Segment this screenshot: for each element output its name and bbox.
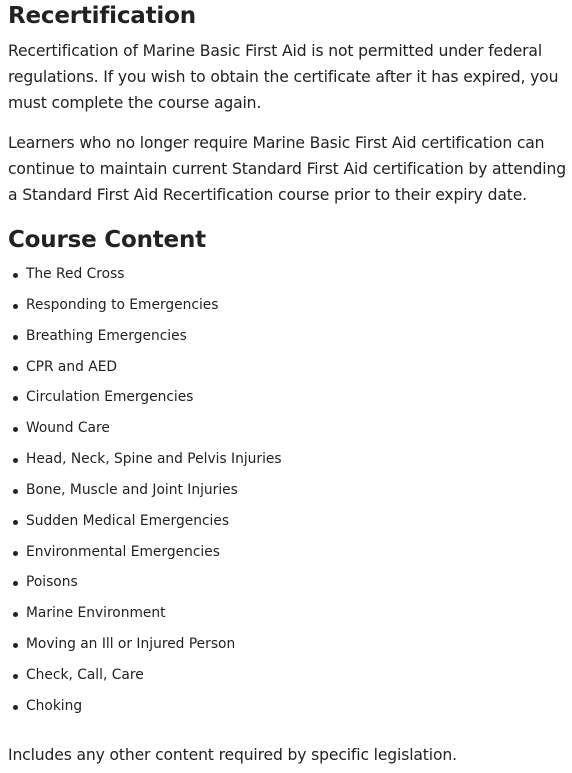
list-item xyxy=(0,632,282,663)
bullet-icon xyxy=(13,551,18,556)
list-item xyxy=(0,262,282,293)
list-item-label: Check, Call, Care xyxy=(26,666,144,683)
bullet-icon xyxy=(13,335,18,340)
list-item xyxy=(0,663,282,694)
bullet-icon xyxy=(13,427,18,432)
list-item-label: Sudden Medical Emergencies xyxy=(26,512,230,529)
list-item-label: Bone, Muscle and Joint Injuries xyxy=(26,481,238,498)
list-item xyxy=(0,540,282,571)
bullet-icon xyxy=(13,520,18,525)
bullet-icon xyxy=(13,643,18,648)
bullet-icon xyxy=(13,304,18,309)
list-item-label: CPR and AED xyxy=(26,358,118,375)
course-content-list xyxy=(0,262,282,725)
list-item xyxy=(0,601,282,632)
course-content-heading: Course Content xyxy=(8,227,206,253)
bullet-icon xyxy=(13,705,18,710)
recertification-heading: Recertification xyxy=(8,3,196,29)
list-item-label: Moving an Ill or Injured Person xyxy=(26,636,236,653)
list-item-label: Circulation Emergencies xyxy=(26,389,194,406)
bullet-icon xyxy=(13,396,18,401)
bullet-icon xyxy=(13,612,18,617)
legislation-note: Includes any other content required by specific legislation. xyxy=(8,746,457,764)
list-item xyxy=(0,293,282,324)
list-item-label: Marine Environment xyxy=(26,605,166,622)
list-item xyxy=(0,694,282,725)
list-item-label: Breathing Emergencies xyxy=(26,327,187,344)
list-item xyxy=(0,416,282,447)
list-item-label: Head, Neck, Spine and Pelvis Injuries xyxy=(26,451,282,468)
list-item-label: Responding to Emergencies xyxy=(26,296,219,313)
list-item xyxy=(0,355,282,386)
bullet-icon xyxy=(13,674,18,679)
list-item xyxy=(0,478,282,509)
list-item-label: The Red Cross xyxy=(26,266,125,282)
list-item xyxy=(0,570,282,601)
bullet-icon xyxy=(13,581,18,586)
list-item xyxy=(0,509,282,540)
list-item-label: Poisons xyxy=(26,574,78,591)
list-item xyxy=(0,324,282,355)
bullet-icon xyxy=(13,273,18,278)
list-item xyxy=(0,447,282,478)
recertification-paragraph: Recertification of Marine Basic First Aid is not permitted under federal regulations. If you wish to obtain the certificate after it has expired, you must complete the course again. xyxy=(8,42,559,112)
list-item-label: Environmental Emergencies xyxy=(26,543,220,560)
list-item xyxy=(0,385,282,416)
bullet-icon xyxy=(13,458,18,463)
recertification-paragraph: Learners who no longer require Marine Basic First Aid certification can continue to maintain current Standard First Aid certification by attending a Standard First Aid Recertification course prior to their expiry date. xyxy=(8,134,566,204)
list-item-label: Wound Care xyxy=(26,420,110,437)
list-item-label: Choking xyxy=(26,697,83,714)
bullet-icon xyxy=(13,366,18,371)
bullet-icon xyxy=(13,489,18,494)
